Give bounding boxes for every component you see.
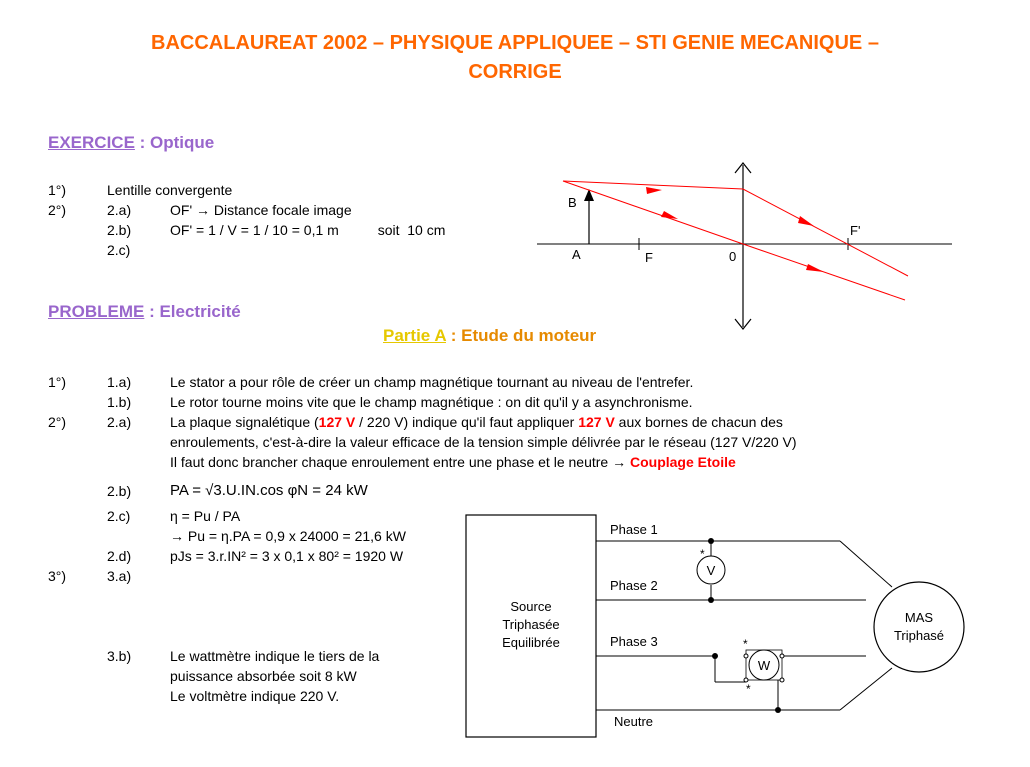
optics-diagram <box>530 155 960 335</box>
q2a-line3 <box>170 452 736 472</box>
probleme-heading-label: PROBLEME <box>48 302 145 321</box>
q2-num: 2°) <box>48 414 67 430</box>
voltmeter-label: V <box>706 563 716 578</box>
partie-a-rest: : Etude du moteur <box>446 326 597 345</box>
neutre-label: Neutre <box>614 714 654 729</box>
ex-q1-num: 1°) <box>48 182 67 198</box>
exercice-heading-rest: : Optique <box>134 133 215 152</box>
q2a-sub: 2.a) <box>107 414 132 430</box>
label-f: F <box>645 250 653 265</box>
q3b-sub: 3.b) <box>107 648 132 664</box>
q2c-sub: 2.c) <box>107 508 131 524</box>
phase1-label: Phase 1 <box>610 522 658 537</box>
q2a-line1-part1: La plaque signalétique ( <box>170 414 319 430</box>
circuit-diagram <box>460 510 970 742</box>
wattmeter-star-2: * <box>746 682 751 696</box>
q3b-line3: Le voltmètre indique 220 V. <box>170 688 340 704</box>
label-b: B <box>568 195 577 210</box>
q2a-line3-red: Couplage Etoile <box>629 454 736 470</box>
ray-center <box>563 181 905 300</box>
ex-q2-num: 2°) <box>48 202 67 218</box>
exercice-heading-label: EXERCICE <box>48 133 135 152</box>
ex-q1-text: Lentille convergente <box>107 182 233 198</box>
ex-q2a-sub: 2.a) <box>107 202 132 218</box>
q3-num: 3°) <box>48 568 67 584</box>
q2a-line1 <box>170 412 783 432</box>
source-label-2: Triphasée <box>502 617 560 632</box>
label-fprime: F' <box>850 223 861 238</box>
q2a-line2: enroulements, c'est-à-dire la valeur efficace de la tension simple délivrée par le réseau (127 V/220 V) <box>170 434 797 450</box>
q2d-text: pJs = 3.r.IN² = 3 x 0,1 x 80² = 1920 W <box>170 548 404 564</box>
q2a-line3-text: Il faut donc brancher chaque enroulement entre une phase et le neutre → <box>170 454 630 470</box>
exercice-heading <box>48 133 214 153</box>
q3a-sub: 3.a) <box>107 568 132 584</box>
ex-q2b-sub: 2.b) <box>107 222 132 238</box>
q3b-line2: puissance absorbée soit 8 kW <box>170 668 357 684</box>
source-label-3: Equilibrée <box>502 635 560 650</box>
mas-motor <box>874 582 964 672</box>
q1-num: 1°) <box>48 374 67 390</box>
document-title-line2: CORRIGE <box>468 61 562 83</box>
ex-q2c-sub: 2.c) <box>107 242 131 258</box>
q2a-line1-red2: 127 V <box>578 414 615 430</box>
q2c-line2: → Pu = η.PA = 0,9 x 24000 = 21,6 kW <box>170 528 406 544</box>
q1a-sub: 1.a) <box>107 374 132 390</box>
probleme-heading <box>48 302 241 322</box>
q1b-sub: 1.b) <box>107 394 132 410</box>
wattmeter-star-1: * <box>743 637 748 651</box>
q3b-line1: Le wattmètre indique le tiers de la <box>170 648 380 664</box>
q2c-line1: η = Pu / PA <box>170 508 241 524</box>
label-a: A <box>572 247 581 262</box>
document-title-line1: BACCALAUREAT 2002 – PHYSIQUE APPLIQUEE – STI GENIE MECANIQUE – <box>151 32 879 54</box>
q1b-text: Le rotor tourne moins vite que le champ magnétique : on dit qu'il y a asynchronisme. <box>170 394 693 410</box>
mas-label-2: Triphasé <box>893 628 945 643</box>
probleme-heading-rest: : Electricité <box>144 302 241 321</box>
q2b-sub: 2.b) <box>107 483 132 499</box>
partie-a-label: Partie A <box>383 326 446 345</box>
ex-q2a-text: OF' → Distance focale image <box>170 202 352 218</box>
wattmeter-label: W <box>757 658 771 673</box>
q2b-formula: PA = √3.U.IN.cos φN = 24 kW <box>170 482 368 499</box>
mas-label-1: MAS <box>904 610 934 625</box>
source-label-1: Source <box>510 599 552 614</box>
q1a-text: Le stator a pour rôle de créer un champ magnétique tournant au niveau de l'entrefer. <box>170 374 694 390</box>
q2a-line1-part3: aux bornes de chacun des <box>614 414 783 430</box>
phase2-label: Phase 2 <box>610 578 658 593</box>
q2a-line1-red1: 127 V <box>318 414 356 430</box>
phase3-label: Phase 3 <box>610 634 658 649</box>
q2a-line1-part2: / 220 V) indique qu'il faut appliquer <box>355 414 579 430</box>
label-o: 0 <box>729 249 737 264</box>
voltmeter-star: * <box>700 547 705 561</box>
ex-q2b-text: OF' = 1 / V = 1 / 10 = 0,1 m soit 10 cm <box>170 222 446 238</box>
partie-a-heading <box>383 326 596 346</box>
q2d-sub: 2.d) <box>107 548 132 564</box>
